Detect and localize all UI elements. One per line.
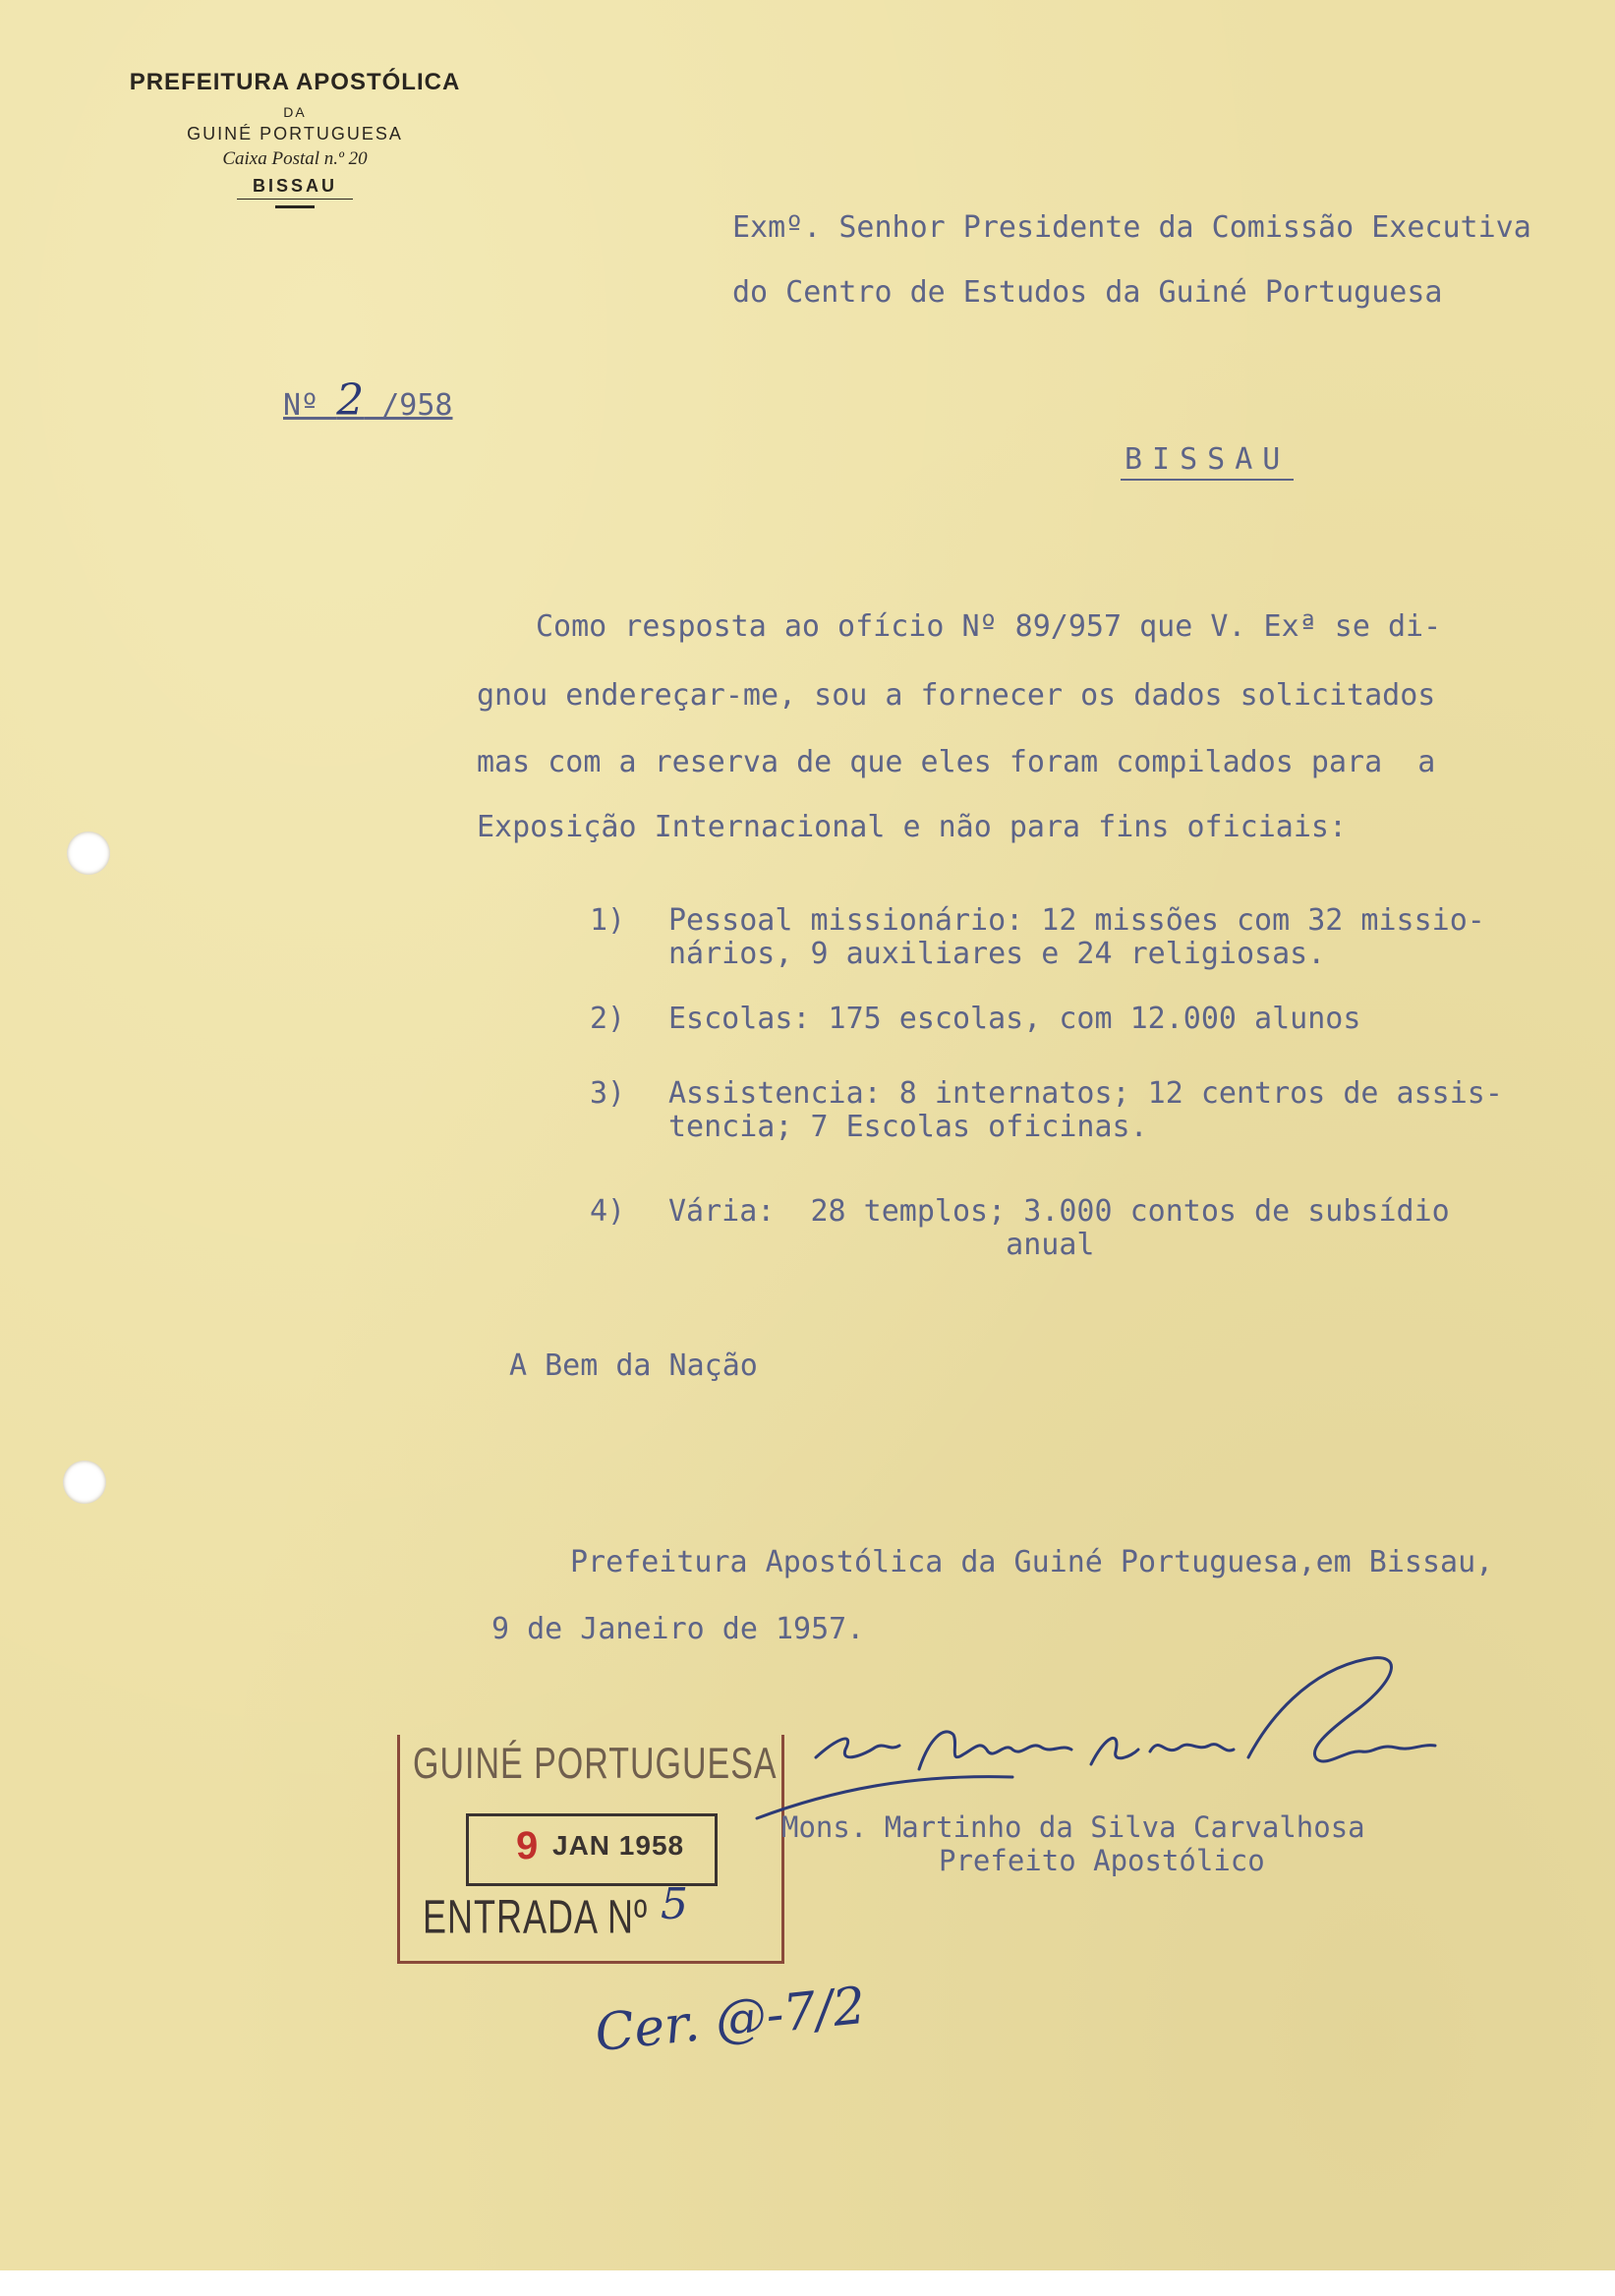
closing-salutation: A Bem da Nação: [509, 1349, 758, 1383]
signatory-name: Mons. Martinho da Silva Carvalhosa: [781, 1810, 1365, 1844]
item-text: Escolas: 175 escolas, com 12.000 alunos: [668, 1002, 1361, 1036]
stamp-header: GUINÉ PORTUGUESA: [413, 1740, 778, 1789]
item-number: 3): [590, 1076, 626, 1111]
letterhead-da: DA: [283, 104, 307, 120]
letterhead-city: BISSAU: [237, 176, 353, 200]
item-number: 4): [590, 1194, 626, 1229]
letterhead-postbox: Caixa Postal n.º 20: [222, 148, 368, 169]
item-text: Assistencia: 8 internatos; 12 centros de assis- tencia; 7 Escolas oficinas.: [668, 1076, 1503, 1144]
punch-hole: [63, 1461, 106, 1504]
body-line-2: gnou endereçar-me, sou a fornecer os dados solicitados: [477, 678, 1436, 713]
signatory-title: Prefeito Apostólico: [939, 1844, 1265, 1877]
letterhead-title: PREFEITURA APOSTÓLICA: [129, 69, 461, 95]
stamp-month-year: JAN 1958: [552, 1830, 685, 1861]
reference-handwritten-number: 2: [336, 375, 365, 426]
item-number: 1): [590, 903, 626, 938]
date-line: 9 de Janeiro de 1957.: [491, 1612, 865, 1646]
reference-prefix: Nº: [283, 388, 337, 423]
item-number: 2): [590, 1002, 626, 1036]
destination-city: BISSAU: [1121, 442, 1294, 481]
recipient-line-2: do Centro de Estudos da Guiné Portuguesa: [732, 275, 1443, 310]
letterhead-divider: [275, 205, 315, 208]
handwritten-note: Cer. @-7/2: [592, 1976, 869, 2064]
recipient-line-1: Exmº. Senhor Presidente da Comissão Executiva: [732, 210, 1531, 245]
handwritten-signature: [718, 1641, 1445, 1828]
place-line: Prefeitura Apostólica da Guiné Portuguesa,em Bissau,: [570, 1545, 1494, 1579]
letterhead-region: GUINÉ PORTUGUESA: [187, 124, 403, 144]
body-line-4: Exposição Internacional e não para fins oficiais:: [477, 810, 1348, 844]
stamp-entrada-label: ENTRADA Nº: [423, 1889, 649, 1944]
item-text: Vária: 28 templos; 3.000 contos de subsídio anual: [668, 1194, 1450, 1262]
item-text: Pessoal missionário: 12 missões com 32 missio- nários, 9 auxiliares e 24 religiosas.: [668, 903, 1485, 971]
body-line-1: Como resposta ao ofício Nº 89/957 que V. Exª se di-: [536, 609, 1442, 644]
punch-hole: [67, 832, 110, 875]
reference-year: /958: [364, 388, 453, 423]
body-line-3: mas com a reserva de que eles foram compilados para a: [477, 745, 1436, 779]
stamp-day: 9: [516, 1824, 539, 1867]
letterhead: [88, 69, 501, 208]
stamp-entrada-number: 5: [661, 1879, 688, 1929]
reference-number: [283, 375, 453, 426]
